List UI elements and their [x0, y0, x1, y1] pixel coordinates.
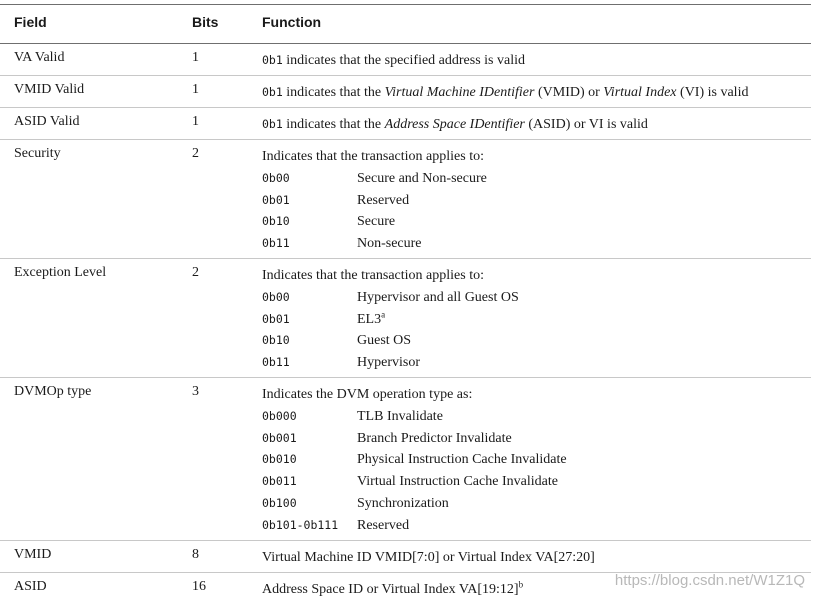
encoding-code: 0b10: [262, 214, 290, 229]
option-desc: Secure: [357, 214, 396, 230]
function-text: indicates that the: [282, 85, 385, 100]
encoding-code: 0b100: [262, 495, 297, 510]
encoding-code: 0b1: [262, 117, 283, 131]
encoding-code: 0b001: [262, 430, 297, 445]
bits-cell: 1: [192, 82, 199, 97]
field-cell: VMID Valid: [14, 82, 85, 97]
function-intro: Indicates the DVM operation type as:: [262, 387, 473, 402]
bits-cell: 3: [192, 384, 199, 399]
bits-cell: 1: [192, 114, 199, 129]
bits-cell: 2: [192, 146, 199, 161]
option-desc: Reserved: [357, 517, 410, 533]
function-text: (VI) is valid: [676, 85, 749, 100]
option-line: [262, 515, 807, 537]
table-row: [0, 378, 811, 541]
function-text: Address Space ID or Virtual Index VA[19:12]: [262, 582, 519, 597]
footnote-marker: b: [518, 579, 524, 590]
function-cell: [262, 384, 807, 537]
field-cell: Exception Level: [14, 265, 107, 280]
option-line: [262, 471, 807, 493]
bits-cell: 1: [192, 50, 199, 65]
table-header: [0, 4, 811, 44]
watermark: https://blog.csdn.net/W1Z1Q: [614, 572, 805, 589]
function-cell: [262, 50, 807, 72]
encoding-code: 0b01: [262, 192, 290, 207]
encoding-code: 0b101-0b111: [262, 517, 339, 532]
function-text: indicates that the: [282, 117, 385, 132]
encoding-code: 0b1: [262, 85, 283, 99]
bits-cell: 2: [192, 265, 199, 280]
function-text: (VMID) or: [534, 85, 604, 100]
encoding-code: 0b1: [262, 53, 283, 67]
function-italic-text: Virtual Index: [603, 85, 677, 100]
encoding-code: 0b00: [262, 170, 290, 185]
option-desc: Synchronization: [357, 495, 449, 511]
field-cell: ASID: [14, 579, 47, 594]
function-text: indicates that the specified address is valid: [282, 53, 525, 68]
footnote-marker: a: [381, 308, 386, 319]
option-line: [262, 309, 807, 331]
encoding-code: 0b11: [262, 236, 290, 251]
function-intro: Indicates that the transaction applies to:: [262, 268, 484, 283]
option-desc: Branch Predictor Invalidate: [357, 430, 512, 446]
table-row: [0, 108, 811, 140]
function-intro: Indicates that the transaction applies to:: [262, 149, 484, 164]
function-italic-text: Virtual Machine IDentifier: [384, 85, 535, 100]
encoding-code: 0b00: [262, 289, 290, 304]
table-row: [0, 259, 811, 378]
function-cell: [262, 114, 807, 136]
field-cell: VA Valid: [14, 50, 65, 65]
table-row: [0, 140, 811, 259]
encoding-code: 0b010: [262, 452, 297, 467]
field-cell: DVMOp type: [14, 384, 92, 399]
option-line: [262, 287, 807, 309]
table-row: [0, 44, 811, 76]
option-desc: Guest OS: [357, 333, 412, 349]
encoding-code: 0b11: [262, 355, 290, 370]
option-line: [262, 233, 807, 255]
option-desc: Non-secure: [357, 236, 422, 252]
option-desc: Hypervisor and all Guest OS: [357, 289, 519, 305]
option-desc: TLB Invalidate: [357, 408, 443, 424]
field-cell: ASID Valid: [14, 114, 80, 129]
table-row: [0, 541, 811, 573]
encoding-code: 0b000: [262, 408, 297, 423]
option-desc: Virtual Instruction Cache Invalidate: [357, 474, 558, 490]
function-cell: [262, 547, 807, 569]
bits-cell: 8: [192, 547, 199, 562]
option-desc: Reserved: [357, 192, 410, 208]
encoding-code: 0b011: [262, 474, 297, 489]
function-cell: [262, 265, 807, 374]
function-italic-text: Address Space IDentifier: [384, 117, 525, 132]
option-line: [262, 211, 807, 233]
option-line: [262, 493, 807, 515]
option-line: [262, 168, 807, 190]
encoding-code: 0b01: [262, 311, 290, 326]
option-line: [262, 406, 807, 428]
header-bits: Bits: [192, 14, 219, 30]
function-cell: [262, 146, 807, 255]
option-line: [262, 190, 807, 212]
field-cell: VMID: [14, 547, 52, 562]
option-desc: Physical Instruction Cache Invalidate: [357, 452, 567, 468]
header-field: Field: [14, 14, 47, 30]
encoding-code: 0b10: [262, 333, 290, 348]
dvm-field-table: [0, 4, 811, 604]
function-text: (ASID) or VI is valid: [524, 117, 648, 132]
option-desc: Secure and Non-secure: [357, 170, 487, 186]
option-desc: EL3: [357, 311, 382, 327]
header-function: Function: [262, 14, 322, 30]
option-desc: Hypervisor: [357, 355, 420, 371]
bits-cell: 16: [192, 579, 206, 594]
function-cell: [262, 82, 807, 104]
field-cell: Security: [14, 146, 61, 161]
option-line: [262, 352, 807, 374]
function-text: Virtual Machine ID VMID[7:0] or Virtual Index VA[27:20]: [262, 550, 595, 565]
option-line: [262, 330, 807, 352]
option-line: [262, 428, 807, 450]
table-row: [0, 76, 811, 108]
option-line: [262, 449, 807, 471]
